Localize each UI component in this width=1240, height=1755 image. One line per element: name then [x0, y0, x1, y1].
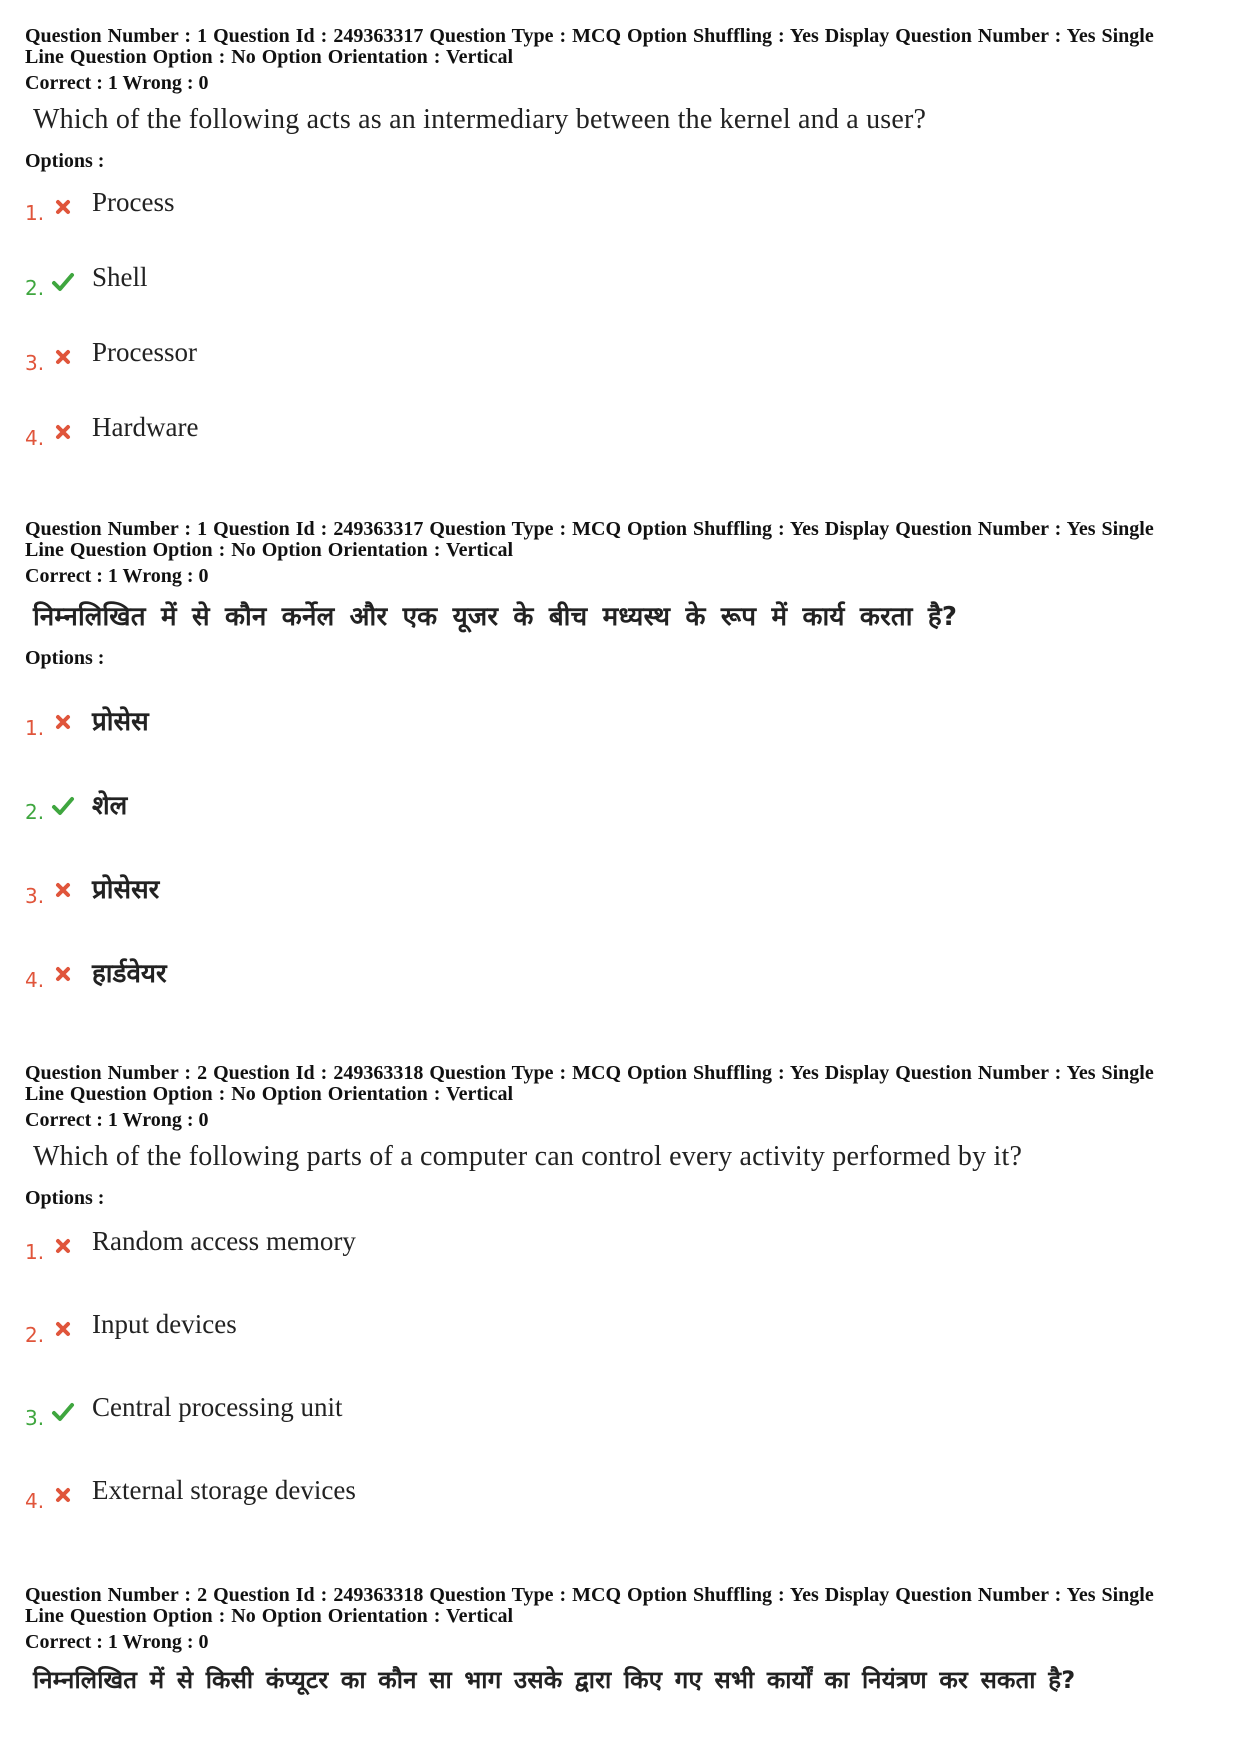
score-line: Correct : 1 Wrong : 0	[25, 1109, 209, 1131]
option-text: प्रोसेस	[92, 707, 149, 737]
options-label: Options :	[25, 647, 105, 669]
question-meta	[25, 519, 1220, 561]
option-text: Central processing unit	[92, 1392, 343, 1422]
question-text: निम्नलिखित में से कौन कर्नेल और एक यूजर के बीच मध्यस्थ के रूप में कार्य करता है?	[33, 602, 958, 632]
option-number: 1.	[25, 1240, 45, 1264]
cross-icon	[51, 1483, 75, 1507]
check-icon	[51, 794, 75, 818]
option-text: Shell	[92, 262, 148, 292]
option-text: शेल	[92, 791, 128, 821]
option-number: 1.	[25, 201, 45, 225]
question-block-1	[25, 26, 1220, 173]
cross-icon	[51, 1234, 75, 1258]
question-text: Which of the following acts as an intermediary between the kernel and a user?	[33, 104, 927, 135]
option-3	[25, 337, 625, 375]
option-2	[25, 788, 625, 824]
option-number: 1.	[25, 716, 45, 740]
option-text: Input devices	[92, 1309, 237, 1339]
check-icon	[51, 1400, 75, 1424]
option-number: 2.	[25, 1323, 45, 1347]
cross-icon	[51, 878, 75, 902]
option-1	[25, 704, 625, 740]
option-number: 4.	[25, 426, 45, 450]
question-meta	[25, 1585, 1220, 1627]
cross-icon	[51, 710, 75, 734]
options-label: Options :	[25, 1187, 105, 1209]
option-4	[25, 956, 625, 992]
option-number: 3.	[25, 1406, 45, 1430]
option-text: Processor	[92, 337, 197, 367]
options-label: Options :	[25, 150, 105, 172]
option-3	[25, 1392, 625, 1430]
meta-line-2: Line Question Option : No Option Orientation : Vertical	[25, 1083, 514, 1105]
option-text: External storage devices	[92, 1475, 356, 1505]
option-3	[25, 872, 625, 908]
option-text: हार्डवेयर	[92, 959, 167, 989]
meta-line-1: Question Number : 2 Question Id : 249363318 Question Type : MCQ Option Shuffling : Yes Display Question Number : Yes Single	[25, 1584, 1154, 1606]
score-line: Correct : 1 Wrong : 0	[25, 1631, 209, 1653]
option-number: 4.	[25, 968, 45, 992]
option-text: Hardware	[92, 412, 199, 442]
option-text: Random access memory	[92, 1226, 356, 1256]
meta-line-2: Line Question Option : No Option Orientation : Vertical	[25, 46, 514, 68]
option-number: 4.	[25, 1489, 45, 1513]
question-text: Which of the following parts of a computer can control every activity performed by it?	[33, 1141, 1023, 1172]
question-block-2	[25, 519, 1220, 670]
option-number: 2.	[25, 276, 45, 300]
cross-icon	[51, 345, 75, 369]
meta-line-1: Question Number : 1 Question Id : 249363317 Question Type : MCQ Option Shuffling : Yes Display Question Number : Yes Single	[25, 518, 1154, 540]
option-number: 3.	[25, 884, 45, 908]
meta-line-2: Line Question Option : No Option Orientation : Vertical	[25, 1605, 514, 1627]
option-4	[25, 1475, 625, 1513]
option-2	[25, 1309, 625, 1347]
cross-icon	[51, 195, 75, 219]
meta-line-1: Question Number : 2 Question Id : 249363318 Question Type : MCQ Option Shuffling : Yes Display Question Number : Yes Single	[25, 1062, 1154, 1084]
cross-icon	[51, 962, 75, 986]
option-text: Process	[92, 187, 175, 217]
meta-line-2: Line Question Option : No Option Orientation : Vertical	[25, 539, 514, 561]
question-block-4	[25, 1585, 1220, 1696]
question-meta	[25, 1063, 1220, 1105]
option-1	[25, 1226, 625, 1264]
option-2	[25, 262, 625, 300]
cross-icon	[51, 420, 75, 444]
score-line: Correct : 1 Wrong : 0	[25, 72, 209, 94]
option-number: 3.	[25, 351, 45, 375]
score-line: Correct : 1 Wrong : 0	[25, 565, 209, 587]
option-number: 2.	[25, 800, 45, 824]
option-text: प्रोसेसर	[92, 875, 160, 905]
check-icon	[51, 270, 75, 294]
option-1	[25, 187, 625, 225]
meta-line-1: Question Number : 1 Question Id : 249363317 Question Type : MCQ Option Shuffling : Yes Display Question Number : Yes Single	[25, 25, 1154, 47]
question-text: निम्नलिखित में से किसी कंप्यूटर का कौन सा भाग उसके द्वारा किए गए सभी कार्यों का नियंत्रण कर सकता है?	[33, 1666, 1076, 1694]
question-meta	[25, 26, 1220, 68]
cross-icon	[51, 1317, 75, 1341]
option-4	[25, 412, 625, 450]
question-block-3	[25, 1063, 1220, 1210]
